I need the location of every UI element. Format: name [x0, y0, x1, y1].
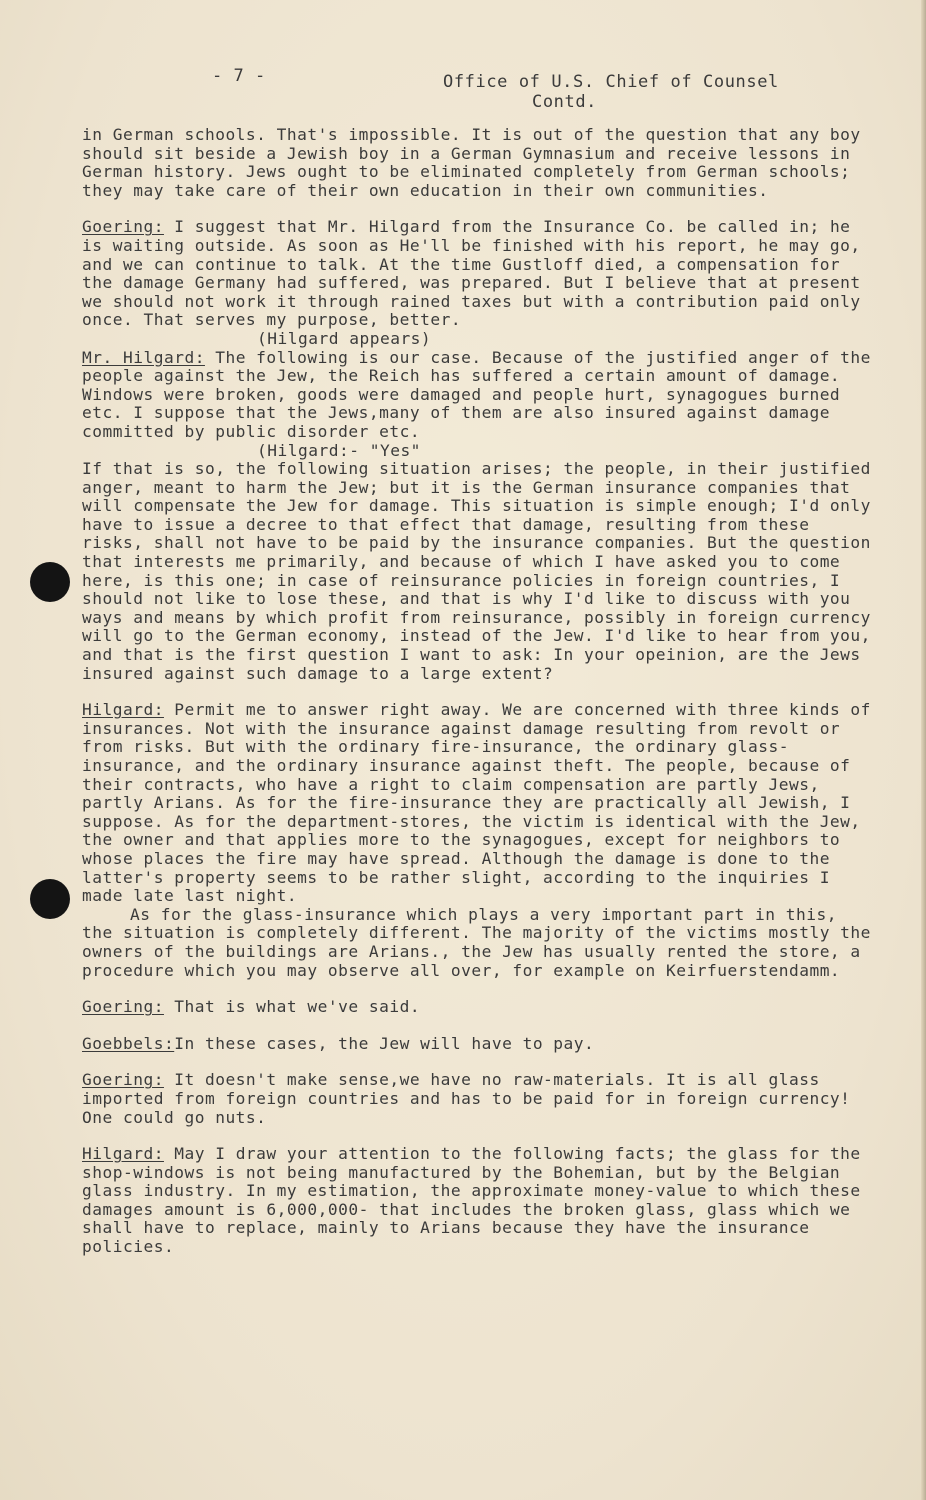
paragraph-goebbels — [82, 1035, 872, 1054]
paragraph-goering-continued — [82, 460, 872, 683]
continued-label: Contd. — [532, 92, 598, 112]
paper-edge — [921, 0, 926, 1500]
speaker-label: Goering: — [82, 217, 164, 237]
stage-direction: (Hilgard:- "Yes" — [257, 440, 421, 460]
stage-direction: (Hilgard appears) — [257, 328, 432, 348]
binder-hole — [30, 562, 70, 602]
paragraph-goering — [82, 1071, 872, 1127]
paragraph-text: Permit me to answer right away. We are concerned with three kinds of insurances. Not with the insurance against damage resulting from revolt or from risks. But with the ordinary fire-insurance, the ordinary glass-insurance, and the ordinary insurance against theft. The people, because of their contracts, who have a right to claim compensation are partly Jews, partly Arians. As for the fire-insurance they are practically all Jewish, I suppose. As for the department-stores, the victim is identical with the Jew, the owner and that applies more to the synagogues, except for neighbors to whose places the fire may have spread. Although the damage is done to the latter's property seems to be rather slight, according to the inquiries I made late last night. — [82, 700, 871, 906]
speaker-label: Hilgard: — [82, 700, 164, 720]
paragraph-text: It doesn't make sense,we have no raw-materials. It is all glass imported from foreign countries and has to be paid for in foreign currency! One could go nuts. — [82, 1070, 851, 1127]
speaker-label: Goebbels: — [82, 1033, 175, 1053]
paragraph-text: That is what we've said. — [163, 997, 421, 1017]
paragraph-text: In these cases, the Jew will have to pay. — [174, 1033, 595, 1053]
paragraph-hilgard — [82, 701, 872, 906]
speaker-label: Goering: — [82, 1070, 164, 1090]
page-number: - 7 - — [212, 66, 266, 86]
paragraph-text: If that is so, the following situation arises; the people, in their justified anger, meant to harm the Jew; but it is the German insurance companies that will compensate the Jew for damage. This situation is simple enough; I'd only have to issue a decree to that effect that damage, resulting from these risks, shall not have to be paid by the insurance companies. But the question that interests me primarily, and because of which I have asked you to come here, is this one; in case of reinsurance policies in foreign countries, I should not like to lose these, and that is why I'd like to discuss with you ways and means by which profit from reinsurance, possibly in foreign currency will go to the German economy, instead of the Jew. I'd like to hear from you, and that is the first question I want to ask: In your opeinion, are the Jews insured against such damage to a large extent? — [82, 459, 871, 683]
paragraph-goering — [82, 998, 872, 1017]
paragraph-text: May I draw your attention to the following facts; the glass for the shop-windows is not being manufactured by the Bohemian, but by the Belgian glass industry. In my estimation, the approximate money-value to which these damages amount is 6,000,000- that includes the broken glass, glass which we shall have to replace, mainly to Arians because they have the insurance policies. — [82, 1144, 861, 1257]
paragraph-text: in German schools. That's impossible. It is out of the question that any boy should sit beside a Jewish boy in a German Gymnasium and receive lessons in German history. Jews ought to be eliminated completely from German schools; they may take care of their own education in their own communities. — [82, 125, 861, 200]
paragraph-hilgard — [82, 349, 872, 442]
transcript-body — [82, 126, 872, 1275]
paragraph-goering — [82, 218, 872, 330]
paragraph-hilgard — [82, 1145, 872, 1257]
office-heading: Office of U.S. Chief of Counsel — [443, 72, 779, 92]
paragraph-continuation — [82, 126, 872, 200]
paragraph-text: I suggest that Mr. Hilgard from the Insurance Co. be called in; he is waiting outside. As soon as He'll be finished with his report, he may go, and we can continue to talk. At the time Gustloff died, a compensation for the damage Germany had suffered, was prepared. But I believe that at present we should not work it through rained taxes but with a contribution paid only once. That serves my purpose, better. — [82, 217, 861, 330]
speaker-label: Mr. Hilgard: — [82, 347, 205, 367]
paragraph-text: As for the glass-insurance which plays a very important part in this, the situation is completely different. The majority of the victims mostly the owners of the buildings are Arians., the Jew has usually rented the store, a procedure which you may observe all over, for example on Keirfuerstendamm. — [82, 904, 871, 980]
paragraph-text: The following is our case. Because of the justified anger of the people against the Jew, the Reich has suffered a certain amount of damage. Windows were broken, goods were damaged and people hurt, synagogues burned etc. I suppose that the Jews,many of them are also insured against damage committed by public disorder etc. — [82, 347, 871, 441]
speaker-label: Hilgard: — [82, 1144, 164, 1164]
speaker-label: Goering: — [82, 997, 164, 1017]
paragraph-hilgard-continued — [82, 906, 872, 980]
binder-hole — [30, 879, 70, 919]
